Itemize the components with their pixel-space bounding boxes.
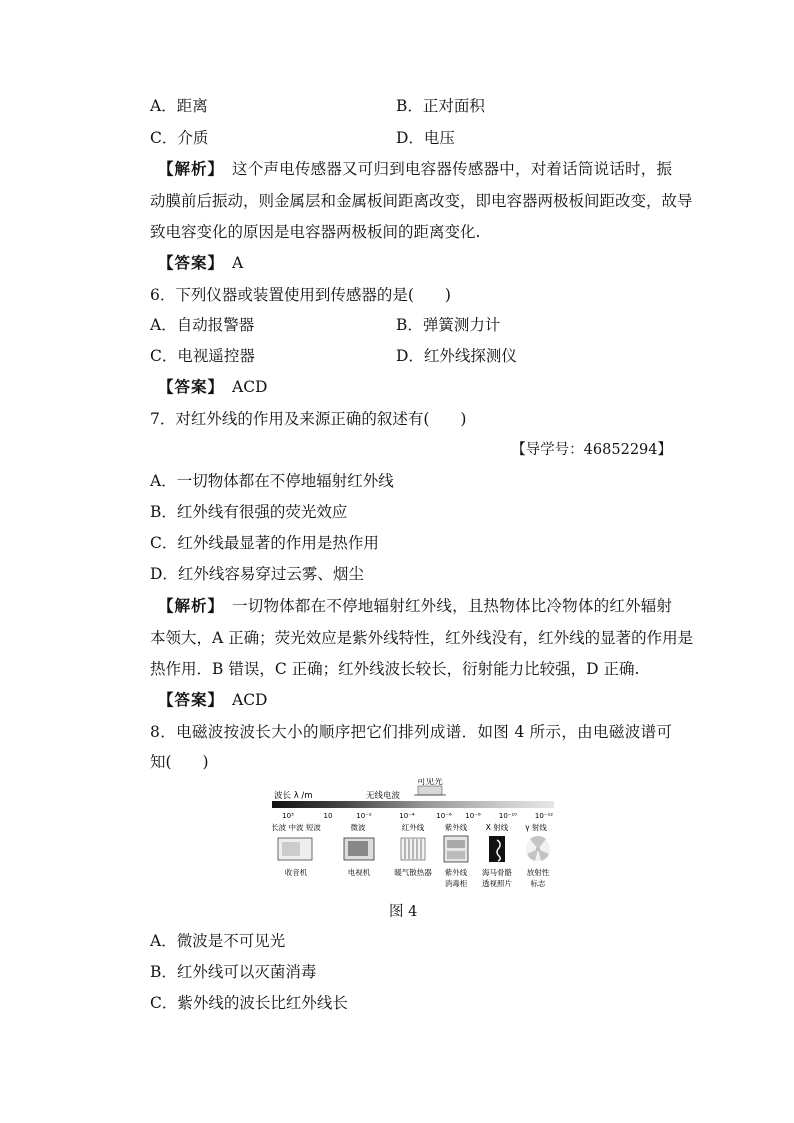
radio-wave-label: 无线电波: [365, 791, 401, 801]
q7-answer: ACD: [232, 691, 268, 709]
q7-option-b: B．红外线有很强的荧光效应: [150, 503, 348, 521]
band-label: 紫外线: [444, 823, 468, 832]
q8-stem-line2: 知( ): [150, 753, 209, 771]
radiator-icon: [401, 838, 425, 860]
q7-option-a: A．一切物体都在不停地辐射红外线: [150, 472, 394, 490]
visible-light-label: 可见光: [417, 778, 443, 787]
q5-analysis-line3: 致电容变化的原因是电容器两极板间的距离变化.: [150, 223, 481, 241]
em-spectrum-figure: [268, 778, 558, 890]
q5-answer-tag: 【答案】: [158, 253, 225, 272]
radiation-symbol-icon: [526, 836, 550, 861]
band-label: X 射线: [485, 823, 509, 832]
device-label: 海马骨骼: [482, 868, 512, 877]
tick-label: 10⁻⁶: [436, 812, 452, 820]
device-label: 暖气散热器: [394, 868, 432, 877]
q6-option-b: B．弹簧测力计: [396, 316, 501, 334]
q6-stem: 6．下列仪器或装置使用到传感器的是( ): [150, 286, 451, 304]
q8-stem-line1: 8．电磁波按波长大小的顺序把它们排列成谱．如图 4 所示，由电磁波谱可: [150, 723, 672, 741]
q5-option-d: D．电压: [396, 129, 455, 147]
tick-label: 10: [323, 812, 333, 820]
q5-option-b: B．正对面积: [396, 97, 485, 115]
device-label: 放射性: [526, 868, 550, 877]
q6-answer-tag: 【答案】: [158, 377, 225, 396]
q7-analysis-line1: 一切物体都在不停地辐射红外线，且热物体比冷物体的红外辐射: [232, 597, 672, 615]
q7-option-c: C．红外线最显著的作用是热作用: [150, 534, 379, 552]
device-label-line2: 透视照片: [482, 879, 512, 888]
device-label-line2: 标志: [530, 879, 546, 888]
q8-option-b: B．红外线可以灭菌消毒: [150, 963, 317, 981]
band-label: 红外线: [401, 823, 425, 832]
uv-cabinet-icon: [444, 836, 468, 862]
q7-analysis-line3: 热作用．B 错误，C 正确；红外线波长较长，衍射能力比较强，D 正确.: [150, 660, 640, 678]
visible-light-box: [418, 786, 442, 795]
band-label: 微波: [350, 823, 366, 832]
device-label-line2: 消毒柜: [444, 879, 468, 888]
band-label: 长波 中波 短波: [271, 823, 321, 832]
tick-label: 10³: [282, 812, 294, 820]
tick-label: 10⁻¹⁰: [498, 812, 518, 820]
q5-answer: A: [232, 254, 244, 272]
q6-option-a: A．自动报警器: [150, 316, 255, 334]
q5-option-a: A．距离: [150, 97, 208, 115]
q6-option-d: D．红外线探测仪: [396, 347, 517, 365]
q5-analysis-line2: 动膜前后振动，则金属层和金属板间距离改变，即电容器两极板间距改变，故导: [150, 192, 693, 210]
radio-icon: [278, 838, 312, 860]
q5-analysis-tag: 【解析】: [158, 159, 225, 178]
tick-label: 10⁻⁴: [399, 812, 415, 820]
q7-analysis-tag: 【解析】: [158, 596, 225, 615]
tick-label: 10⁻⁸: [465, 812, 481, 820]
q7-answer-tag: 【答案】: [158, 690, 225, 709]
device-label: 紫外线: [444, 868, 468, 877]
tick-labels: [282, 812, 553, 820]
device-label: 收音机: [284, 868, 308, 877]
xray-seahorse-icon: [489, 836, 505, 862]
device-labels: [285, 867, 550, 888]
wavelength-axis-label: 波长 λ /m: [274, 791, 313, 801]
band-labels: [271, 822, 547, 832]
device-label: 电视机: [347, 868, 371, 877]
q7-analysis-line2: 本领大，A 正确；荧光效应是紫外线特性，红外线没有，红外线的显著的作用是: [150, 629, 694, 647]
q6-answer: ACD: [232, 378, 268, 396]
q7-guide-number: 【导学号：46852294】: [511, 442, 672, 458]
figure-caption: 图 4: [389, 904, 418, 920]
q7-stem: 7．对红外线的作用及来源正确的叙述有( ): [150, 410, 467, 428]
q8-option-a: A．微波是不可见光: [150, 932, 286, 950]
q8-option-c: C．紫外线的波长比红外线长: [150, 994, 348, 1012]
band-label: γ 射线: [525, 823, 547, 832]
tick-label: 10⁻¹²: [534, 812, 554, 820]
tv-icon: [344, 838, 374, 860]
q7-option-d: D．红外线容易穿过云雾、烟尘: [150, 565, 364, 583]
q6-option-c: C．电视遥控器: [150, 347, 255, 365]
tick-label: 10⁻²: [356, 812, 372, 820]
q5-analysis-line1: 这个声电传感器又可归到电容器传感器中，对着话筒说话时，振: [232, 160, 672, 178]
q5-option-c: C．介质: [150, 129, 209, 147]
spectrum-bar: [272, 801, 554, 808]
